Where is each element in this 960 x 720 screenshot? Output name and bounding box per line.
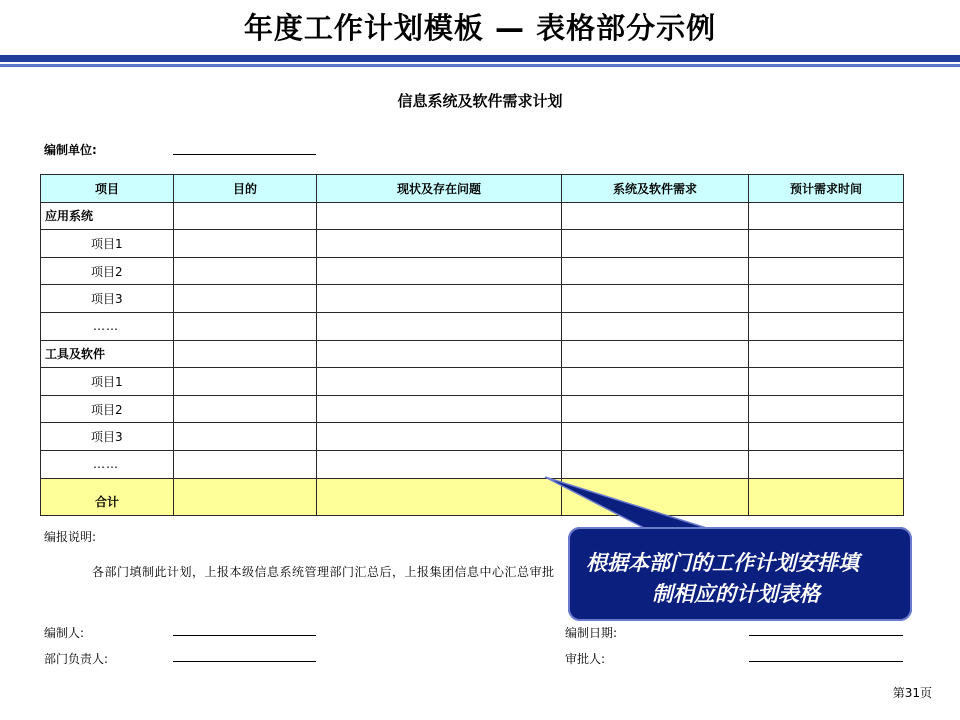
table-cell	[317, 450, 562, 478]
table-row	[41, 285, 904, 313]
table-cell	[174, 285, 317, 313]
table-row	[41, 257, 904, 285]
table-cell	[562, 368, 749, 396]
callout-text-line2: 制相应的计划表格	[652, 582, 820, 606]
item-label: 项目2	[41, 395, 174, 423]
table-cell	[562, 395, 749, 423]
item-label: 项目1	[41, 368, 174, 396]
callout-box	[568, 527, 912, 621]
table-cell	[317, 285, 562, 313]
table-cell	[749, 368, 904, 396]
plan-table	[40, 174, 904, 516]
title-divider-thin	[0, 64, 960, 67]
total-row	[41, 478, 904, 516]
table-cell	[749, 478, 904, 516]
table-cell	[749, 202, 904, 230]
item-label: 项目2	[41, 257, 174, 285]
table-cell	[749, 395, 904, 423]
table-cell	[562, 423, 749, 451]
approver-label: 审批人:	[565, 652, 606, 666]
table-row	[41, 230, 904, 258]
table-cell	[317, 230, 562, 258]
total-label: 合计	[41, 478, 174, 516]
dept-head-label: 部门负责人:	[44, 652, 109, 666]
item-label: 项目1	[41, 230, 174, 258]
table-cell	[562, 202, 749, 230]
unit-fill-line	[173, 154, 316, 155]
preparer-label: 编制人:	[44, 626, 85, 640]
table-cell	[174, 423, 317, 451]
header-purpose: 目的	[174, 175, 317, 203]
table-row	[41, 395, 904, 423]
table-row	[41, 368, 904, 396]
header-expected-time: 预计需求时间	[749, 175, 904, 203]
table-cell	[562, 285, 749, 313]
table-cell	[749, 257, 904, 285]
table-cell	[317, 423, 562, 451]
table-header-row	[41, 175, 904, 203]
section-row	[41, 202, 904, 230]
table-cell	[317, 312, 562, 340]
item-ellipsis: ……	[41, 450, 174, 478]
table-cell	[174, 230, 317, 258]
table-cell	[749, 423, 904, 451]
table-cell	[174, 450, 317, 478]
header-project: 项目	[41, 175, 174, 203]
table-row	[41, 450, 904, 478]
section-label: 工具及软件	[41, 340, 174, 368]
dept-head-fill-line	[173, 661, 316, 662]
item-ellipsis: ……	[41, 312, 174, 340]
table-cell	[749, 340, 904, 368]
table-cell	[749, 450, 904, 478]
table-cell	[749, 312, 904, 340]
title-divider	[0, 55, 960, 62]
table-cell	[174, 478, 317, 516]
unit-label: 编制单位:	[44, 143, 97, 157]
table-cell	[562, 230, 749, 258]
table-cell	[317, 368, 562, 396]
table-cell	[317, 340, 562, 368]
section-row	[41, 340, 904, 368]
table-cell	[562, 312, 749, 340]
table-cell	[174, 202, 317, 230]
table-cell	[174, 312, 317, 340]
table-cell	[317, 202, 562, 230]
table-cell	[749, 230, 904, 258]
slide-title: 年度工作计划模板 — 表格部分示例	[243, 11, 717, 45]
table-cell	[749, 285, 904, 313]
note-title: 编报说明:	[44, 530, 97, 544]
table-cell	[174, 257, 317, 285]
table-cell	[174, 368, 317, 396]
table-cell	[317, 257, 562, 285]
callout-text-line1: 根据本部门的工作计划安排填	[586, 551, 859, 575]
preparer-fill-line	[173, 635, 316, 636]
table-row	[41, 312, 904, 340]
table-cell	[174, 340, 317, 368]
section-label: 应用系统	[41, 202, 174, 230]
table-cell	[562, 478, 749, 516]
table-row	[41, 423, 904, 451]
item-label: 项目3	[41, 423, 174, 451]
note-body: 各部门填制此计划，上报本级信息系统管理部门汇总后，上报集团信息中心汇总审批	[92, 565, 555, 579]
page-number: 第31页	[892, 686, 932, 700]
header-status-issues: 现状及存在问题	[317, 175, 562, 203]
table-cell	[562, 340, 749, 368]
table-cell	[562, 257, 749, 285]
table-cell	[317, 395, 562, 423]
header-system-needs: 系统及软件需求	[562, 175, 749, 203]
table-cell	[562, 450, 749, 478]
form-title: 信息系统及软件需求计划	[397, 92, 563, 110]
table-cell	[317, 478, 562, 516]
table-cell	[174, 395, 317, 423]
approver-fill-line	[749, 661, 903, 662]
prepare-date-fill-line	[749, 635, 903, 636]
prepare-date-label: 编制日期:	[565, 626, 618, 640]
item-label: 项目3	[41, 285, 174, 313]
